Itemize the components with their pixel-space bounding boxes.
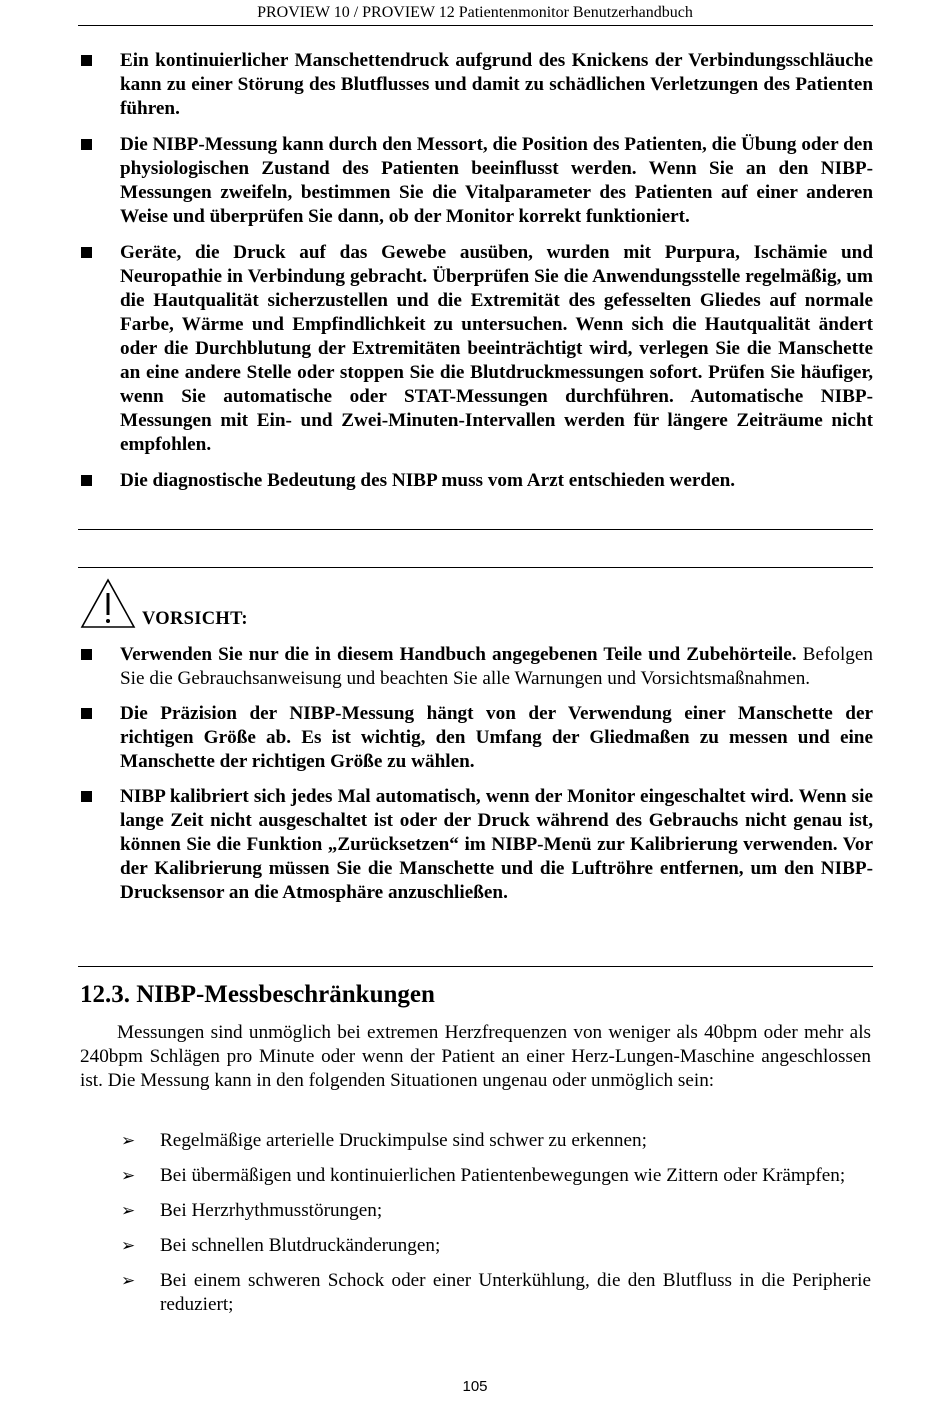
caution-text: Die Präzision der NIBP-Messung hängt von der Verwendung einer Manschette der richtigen Größe ab. Es ist wichtig, den Umfang der Gliedmaßen zu messen und eine Manschette der richtigen Größe zu wählen.: [120, 703, 873, 772]
warning-text: Die NIBP-Messung kann durch den Messort, die Position des Patienten, die Übung oder den physiologischen Zustand des Patienten beeinflusst werden. Wenn Sie an den NIBP-Messungen zweifeln, bestimmen Sie die Vitalparameter des Patienten auf einer anderen Weise und überprüfen Sie dann, ob der Monitor korrekt funktioniert.: [120, 134, 873, 227]
caution-text: Befolgen Sie die Gebrauchsanweisung und beachten Sie alle Warnungen und Vorsichtsmaßnahmen.: [120, 644, 874, 689]
square-bullet-icon: [81, 247, 92, 258]
section-title: 12.3. NIBP-Messbeschränkungen: [80, 981, 435, 1008]
warning-item: [78, 469, 873, 493]
section-intro: Messungen sind unmöglich bei extremen Herzfrequenzen von weniger als 40bpm oder mehr als 240bpm Schlägen pro Minute oder wenn der Patient an einer Herz-Lungen-Maschine angeschlossen ist. Die Messung kann in den folgenden Situationen ungenau oder unmöglich sein:: [80, 1022, 871, 1091]
arrow-bullet-icon: ➢: [121, 1201, 136, 1221]
caution-item: [78, 785, 873, 905]
caution-label: VORSICHT:: [142, 609, 248, 629]
list-item-text: Bei schnellen Blutdruckänderungen;: [160, 1235, 441, 1256]
caution-item: [78, 702, 873, 774]
list-item-text: Bei Herzrhythmusstörungen;: [160, 1200, 383, 1221]
warning-text: Die diagnostische Bedeutung des NIBP muss vom Arzt entschieden werden.: [120, 470, 736, 491]
list-item: [118, 1199, 871, 1223]
running-header: PROVIEW 10 / PROVIEW 12 Patientenmonitor Benutzerhandbuch: [257, 4, 693, 21]
limitation-list: [118, 1129, 871, 1317]
square-bullet-icon: [81, 708, 92, 719]
square-bullet-icon: [81, 649, 92, 660]
list-item-text: Bei übermäßigen und kontinuierlichen Patientenbewegungen wie Zittern oder Krämpfen;: [160, 1165, 846, 1186]
warning-triangle-icon: [80, 578, 136, 630]
list-item: [118, 1129, 871, 1153]
list-item: [118, 1269, 871, 1317]
arrow-bullet-icon: ➢: [121, 1131, 136, 1151]
square-bullet-icon: [81, 55, 92, 66]
caution-list: [78, 643, 873, 905]
section-divider: [78, 529, 873, 530]
header-rule: [78, 25, 873, 26]
list-item-text: Bei einem schweren Schock oder einer Unterkühlung, die den Blutfluss in die Peripherie reduziert;: [160, 1270, 871, 1315]
warning-item: [78, 49, 873, 121]
list-item-text: Regelmäßige arterielle Druckimpulse sind schwer zu erkennen;: [160, 1130, 647, 1151]
warning-text: Geräte, die Druck auf das Gewebe ausüben, wurden mit Purpura, Ischämie und Neuropathie in Verbindung gebracht. Überprüfen Sie die Anwendungsstelle regelmäßig, um die Hautqualität sicherzustellen und die Extremität des gefesselten Gliedes auf normale Farbe, Wärme und Empfindlichkeit zu untersuchen. Wenn sich die Hautqualität ändert oder die Durchblutung der Extremitäten beeinträchtigt wird, verlegen Sie die Manschette an eine andere Stelle oder stoppen Sie die Blutdruckmessungen sofort. Prüfen Sie häufiger, wenn Sie automatische oder STAT-Messungen durchführen. Automatische NIBP-Messungen mit Ein- und Zwei-Minuten-Intervallen werden für längere Zeiträume nicht empfohlen.: [120, 242, 873, 455]
warning-item: [78, 133, 873, 229]
arrow-bullet-icon: ➢: [121, 1236, 136, 1256]
list-item: [118, 1234, 871, 1258]
caution-heading: [78, 578, 378, 630]
list-item: [118, 1164, 871, 1188]
section-divider: [78, 966, 873, 967]
warning-list: [78, 49, 873, 493]
arrow-bullet-icon: ➢: [121, 1166, 136, 1186]
section-divider: [78, 567, 873, 568]
page-number: 105: [462, 1378, 488, 1395]
warning-item: [78, 241, 873, 457]
arrow-bullet-icon: ➢: [121, 1271, 136, 1291]
square-bullet-icon: [81, 139, 92, 150]
caution-item: [78, 643, 873, 691]
caution-text: NIBP kalibriert sich jedes Mal automatisch, wenn der Monitor eingeschaltet wird. Wenn sie lange Zeit nicht ausgeschaltet ist oder der Druck während des Gebrauchs nicht genau ist, können Sie die Funktion „Zurücksetzen“ im NIBP-Menü zur Kalibrierung verwenden. Vor der Kalibrierung müssen Sie die Manschette und die Luftröhre entfernen, um den NIBP-Drucksensor an die Atmosphäre anzuschließen.: [120, 786, 873, 903]
square-bullet-icon: [81, 475, 92, 486]
caution-text-bold: Verwenden Sie nur die in diesem Handbuch angegebenen Teile und Zubehörteile.: [120, 644, 797, 665]
square-bullet-icon: [81, 791, 92, 802]
warning-text: Ein kontinuierlicher Manschettendruck aufgrund des Knickens der Verbindungsschläuche kann zu einer Störung des Blutflusses und damit zu schädlichen Verletzungen des Patienten führen.: [120, 50, 873, 119]
